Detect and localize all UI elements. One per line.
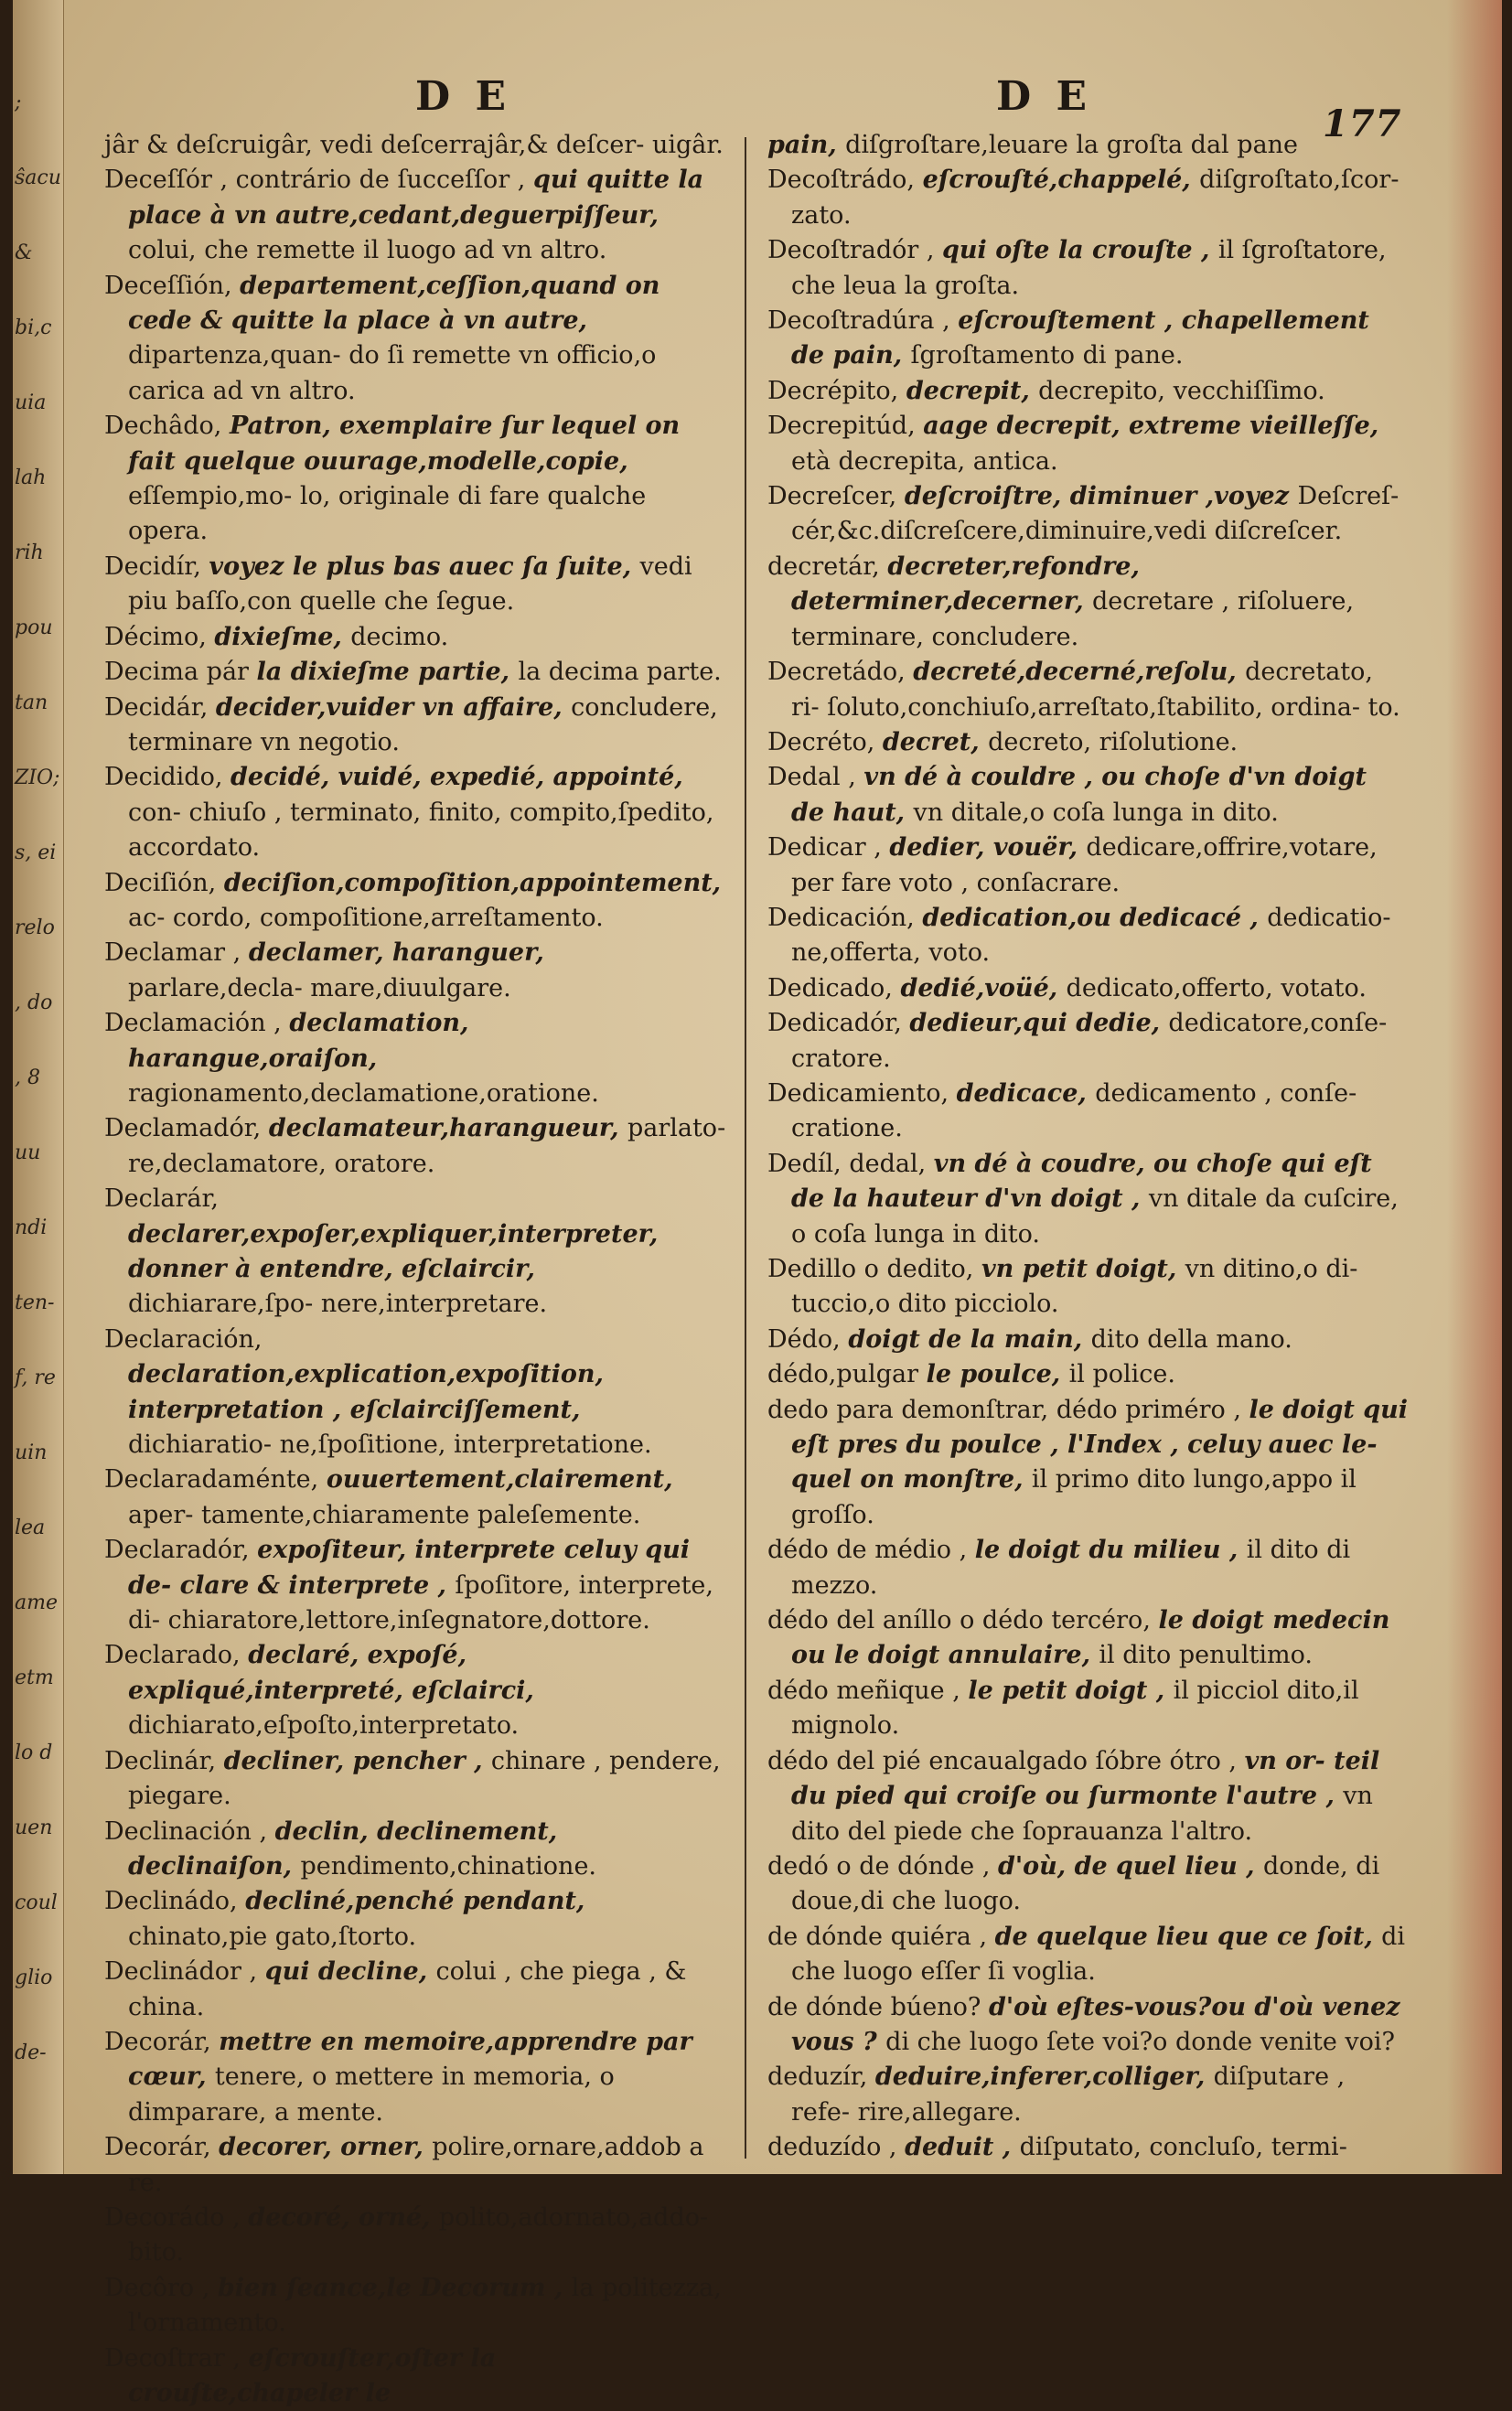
dictionary-entry [767, 2130, 1408, 2165]
entry-italian: ſpoſitore, interprete, di- chiaratore,lettore,inſegnatore,dottore. [128, 1570, 713, 1635]
entry-french: eſcrouſté,chappelé, [922, 166, 1200, 195]
margin-fragment: pou [15, 616, 53, 639]
entry-italian: diſputare , refe- rire,allegare. [791, 2063, 1346, 2127]
entry-lemma: Decorár, [104, 2133, 220, 2162]
entry-lemma: Declamadór, [104, 1114, 269, 1143]
entry-italian: dipartenza,quan- do ſi remette vn officio,o carica ad vn altro. [128, 341, 657, 405]
dictionary-entry [104, 1533, 726, 1638]
dictionary-entry [104, 655, 726, 690]
dictionary-entry [767, 1393, 1408, 1534]
entry-lemma: dédo del aníllo o dédo tercéro, [767, 1606, 1159, 1635]
entry-french: eſcrouſter,oſter la crouſte,chapeler le [128, 2343, 497, 2407]
entry-lemma: Declarado, [104, 1641, 249, 1670]
entry-italian: vn dito del piede che ſoprauanza l'altro. [791, 1782, 1373, 1846]
entry-italian: dichiarato,eſpoſto,interpretato. [128, 1711, 520, 1741]
entry-lemma: de dónde búeno? [767, 1992, 989, 2021]
entry-italian: dito della mano. [1090, 1324, 1292, 1354]
entry-french: d'où, de quel lieu , [998, 1851, 1263, 1881]
adjacent-page-margin [13, 0, 64, 2174]
dictionary-entry [767, 1252, 1408, 1323]
right-column [767, 128, 1408, 2166]
margin-fragment: f, re [15, 1366, 56, 1389]
entry-italian: il police. [1068, 1360, 1175, 1389]
entry-french: doigt de la main, [848, 1324, 1091, 1354]
dictionary-entry [104, 1182, 726, 1323]
entry-french: decorer, orner, [219, 2133, 433, 2162]
entry-french: qui quitte la place à vn autre,cedant,deguerpiſſeur, [128, 166, 704, 230]
entry-italian: chinare , pendere, piegare. [128, 1746, 721, 1811]
entry-italian: la politezza, l'ornamento. [128, 2273, 722, 2338]
entry-lemma: Decretádo, [767, 658, 914, 687]
dictionary-entry [767, 409, 1408, 479]
dictionary-entry [104, 1638, 726, 1743]
dictionary-entry [767, 1533, 1408, 1603]
dictionary-entry [767, 550, 1408, 655]
entry-french: le doigt qui eſt pres du poulce , l'Index , celuy auec le- quel on monſtre, [791, 1395, 1409, 1495]
entry-italian: concludere, terminare vn negotio. [128, 692, 718, 756]
margin-fragment: ZIO; [15, 766, 60, 789]
entry-lemma: dedó o de dónde , [767, 1851, 999, 1881]
entry-french: voyez le plus bas auec ſa ſuite, [209, 552, 640, 581]
entry-italian: aper- tamente,chiaramente paleſemente. [128, 1500, 641, 1529]
book-page [13, 0, 1502, 2407]
entry-lemma: Deceſſión, [104, 271, 241, 300]
entry-lemma: Decôro , [104, 2273, 218, 2302]
entry-italian: dedicare,offrire,votare, per fare voto , conſacrare. [791, 833, 1378, 897]
dictionary-entry [104, 1884, 726, 1955]
entry-lemma: Decoſtrar , [104, 2343, 249, 2373]
margin-fragment: relo [15, 916, 55, 939]
entry-french: departement,ceſſion,quand on cede & quitte la place à vn autre, [128, 271, 660, 336]
entry-lemma: Dedicado, [767, 973, 901, 1002]
entry-french: ouuertement,clairement, [326, 1465, 673, 1495]
entry-french: Patron, exemplaire ſur lequel on fait quelque ouurage,modelle,copie, [128, 412, 681, 476]
margin-fragment: de- [15, 2041, 47, 2064]
dictionary-entry [104, 1815, 726, 1885]
margin-fragment: ndi [15, 1216, 48, 1239]
margin-fragment: ame [15, 1591, 58, 1614]
entry-french: vn petit doigt, [981, 1255, 1185, 1283]
dictionary-entry [767, 1077, 1408, 1147]
dictionary-entry [767, 128, 1408, 163]
dictionary-entry [104, 2341, 726, 2411]
dictionary-entry [767, 830, 1408, 901]
margin-fragment: ten- [15, 1291, 55, 1314]
dictionary-entry [767, 163, 1408, 233]
entry-italian: decreto, riſolutione. [988, 727, 1239, 756]
dictionary-entry [767, 479, 1408, 550]
entry-lemma: Declinación , [104, 1816, 275, 1846]
entry-french: declaré, expoſé, expliqué,interpreté, eſclairci, [128, 1641, 534, 1705]
entry-italian: dedicatio- ne,offerta, voto. [791, 903, 1391, 968]
entry-french: deciſion,compoſition,appointement, [223, 868, 722, 897]
margin-fragment: rih [15, 541, 44, 564]
entry-french: bien ſeance,le Decorum , [217, 2273, 572, 2302]
entry-italian: vn ditale da cuſcire, o coſa lunga in dito. [791, 1184, 1399, 1248]
entry-french: vn dé à couldre , ou choſe d'vn doigt de haut, [791, 763, 1367, 827]
dictionary-entry [767, 1147, 1408, 1252]
entry-lemma: dédo,pulgar [767, 1360, 927, 1389]
margin-fragment: coul [15, 1891, 58, 1914]
entry-italian: il picciol dito,il mignolo. [791, 1676, 1359, 1741]
dictionary-entry [767, 901, 1408, 971]
entry-french: vn or- teil du pied qui croiſe ou ſurmonte l'autre , [791, 1746, 1380, 1811]
entry-italian: decimo. [350, 622, 449, 651]
entry-italian: con- chiuſo , terminato, finito, compito,ſpedito, accordato. [128, 798, 714, 863]
margin-fragment: & [15, 241, 33, 264]
entry-french: deduire,inferer,colliger, [874, 2063, 1214, 2092]
entry-italian: tenere, o mettere in memoria, o dimparare, a mente. [128, 2063, 615, 2127]
dictionary-entry [767, 1920, 1408, 1990]
entry-lemma: Dedillo o dedito, [767, 1255, 981, 1283]
entry-french: decoré, orné, [248, 2202, 439, 2232]
margin-fragment: glio [15, 1966, 53, 1989]
entry-italian: dedicamento , conſe- cratione. [791, 1078, 1357, 1143]
entry-lemma: Decoſtrádo, [767, 166, 923, 195]
entry-italian: il ſgroſtatore, che leua la groſta. [791, 236, 1387, 300]
entry-italian: di che luogo ſete voi?o donde venite voi? [885, 2027, 1396, 2056]
entry-italian: la decima parte. [518, 658, 722, 687]
dictionary-entry [767, 304, 1408, 374]
margin-fragment: s, ei [15, 841, 57, 864]
entry-lemma: Decréto, [767, 727, 883, 756]
dictionary-entry [104, 691, 726, 761]
entry-lemma: dédo de médio , [767, 1536, 975, 1565]
dictionary-entry [767, 1006, 1408, 1077]
entry-lemma: Declaradaménte, [104, 1465, 327, 1495]
entry-french: la dixieſme partie, [256, 658, 519, 687]
dictionary-entry [104, 409, 726, 550]
entry-lemma: Decima pár [104, 658, 257, 687]
dictionary-entry [767, 1357, 1408, 1392]
entry-lemma: Décimo, [104, 622, 215, 651]
column-divider [745, 137, 746, 2159]
dictionary-entry [104, 2025, 726, 2130]
entry-french: dedication,ou dedicacé , [922, 903, 1268, 932]
entry-lemma: Dedíl, dedal, [767, 1149, 934, 1178]
entry-french: le petit doigt , [968, 1676, 1174, 1705]
entry-lemma: Declinádo, [104, 1887, 246, 1916]
entry-french: declamation, harangue,oraiſon, [128, 1009, 469, 1073]
entry-french: decidé, vuidé, expedié, appointé, [231, 763, 683, 792]
entry-french: eſcrouſtement , chapellement de pain, [791, 306, 1369, 370]
entry-lemma: Declaradór, [104, 1536, 258, 1565]
margin-fragment: lea [15, 1516, 46, 1539]
entry-italian: dichiaratio- ne,ſpoſitione, interpretatione. [128, 1431, 652, 1460]
dictionary-entry [767, 1674, 1408, 1744]
entry-french: dedicace, [956, 1078, 1096, 1108]
entry-italian: vedi piu baſſo,con quelle che ſegue. [128, 552, 692, 616]
entry-italian: eſſempio,mo- lo, originale di fare qualche opera. [128, 482, 647, 546]
entry-italian: chinato,pie gato,ſtorto. [128, 1922, 417, 1951]
entry-italian: ragionamento,declamatione,oratione. [128, 1078, 599, 1108]
margin-fragment: , 8 [15, 1066, 40, 1089]
entry-lemma: Decorádo , [104, 2202, 249, 2232]
entry-italian: dedicatore,conſe- cratore. [791, 1009, 1388, 1073]
entry-french: qui oſte la crouſte , [942, 236, 1218, 265]
entry-lemma: Decrepitúd, [767, 412, 924, 441]
entry-lemma: Decoſtradúra , [767, 306, 959, 336]
entry-lemma: Dedicación, [767, 903, 923, 932]
entry-lemma: Declinádor , [104, 1957, 265, 1987]
margin-fragment: bi,c [15, 316, 52, 339]
entry-italian: il dito penultimo. [1099, 1641, 1313, 1670]
entry-french: declamer, haranguer, [248, 938, 544, 968]
entry-lemma: Dedal , [767, 763, 864, 792]
margin-fragment: lo d [15, 1741, 53, 1764]
dictionary-entry [104, 1955, 726, 2025]
entry-lemma: dedo para demonſtrar, dédo priméro , [767, 1395, 1249, 1424]
dictionary-entry [104, 269, 726, 410]
margin-fragment: tan [15, 691, 48, 714]
margin-fragment: , do [15, 991, 53, 1014]
entry-italian: decrepito, vecchiſſimo. [1038, 376, 1325, 405]
dictionary-entry [767, 1990, 1408, 2061]
margin-fragment: ; [15, 91, 22, 114]
dictionary-entry [104, 163, 726, 268]
dictionary-entry [767, 760, 1408, 830]
entry-italian: colui , che piega , & china. [128, 1957, 687, 2021]
entry-lemma: de dónde quiéra , [767, 1922, 995, 1951]
entry-french: declaration,explication,expoſition, interpretation , eſclairciſſement, [128, 1360, 604, 1424]
entry-italian: decretare , riſoluere, terminare, concludere. [791, 587, 1355, 651]
dictionary-entry [767, 1603, 1408, 1674]
dictionary-entry [104, 866, 726, 937]
entry-lemma: Deciſión, [104, 868, 224, 897]
entry-lemma: Decidár, [104, 692, 216, 722]
entry-french: decreté,decerné,reſolu, [913, 658, 1246, 687]
dictionary-entry [104, 936, 726, 1006]
entry-italian: donde, di doue,di che luogo. [791, 1851, 1380, 1916]
entry-french: deſcroiſtre, diminuer ,voyez [904, 482, 1298, 511]
entry-french: decliner, pencher , [223, 1746, 491, 1775]
entry-italian: diſgroſtare,leuare la groſta dal pane [845, 131, 1299, 159]
margin-fragment: ŝacu [15, 166, 61, 189]
page-number: 177 [1323, 102, 1402, 145]
dictionary-entry [767, 655, 1408, 725]
margin-fragment: etm [15, 1666, 54, 1689]
entry-lemma: Dedicadór, [767, 1009, 910, 1038]
dictionary-entry [104, 550, 726, 620]
entry-italian: vn ditale,o coſa lunga in dito. [913, 798, 1279, 827]
entry-lemma: jâr & deſcruigâr, vedi deſcerrajâr,& deſcer- uigâr. [104, 131, 724, 159]
entry-italian: diſputato, concluſo, termi- [1019, 2133, 1347, 2162]
left-column [104, 128, 726, 2411]
entry-french: le doigt du milieu , [974, 1536, 1247, 1565]
entry-italian: ſgroſtamento di pane. [910, 341, 1184, 370]
entry-french: dedieur,qui dedie, [909, 1009, 1169, 1038]
entry-french: decreter,refondre, determiner,decerner, [791, 552, 1140, 616]
dictionary-entry [104, 2271, 726, 2341]
dictionary-entry [104, 760, 726, 865]
entry-lemma: Decorár, [104, 2027, 220, 2056]
entry-lemma: dédo del pié encaualgado ſóbre ótro , [767, 1746, 1245, 1775]
entry-french: decrepit, [906, 376, 1039, 405]
entry-italian: parlato- re,declamatore, oratore. [128, 1114, 726, 1178]
entry-french: dixieſme, [214, 622, 351, 651]
entry-french: decret, [882, 727, 989, 756]
entry-italian: età decrepita, antica. [791, 446, 1058, 476]
left-column-header: D E [415, 73, 512, 120]
entry-italian: parlare,decla- mare,diuulgare. [128, 973, 511, 1002]
entry-french: le poulce, [926, 1360, 1069, 1389]
entry-italian: polito,adornato,addo- bito. [128, 2202, 709, 2267]
entry-italian: decretato, ri- ſoluto,conchiuſo,arreſtato,ſtabilito, ordina- to. [791, 658, 1400, 722]
margin-fragment: uia [15, 391, 47, 414]
entry-french: dedier, vouër, [889, 833, 1087, 863]
entry-french: dedié,voüé, [900, 973, 1067, 1002]
entry-lemma: Dedicar , [767, 833, 890, 863]
entry-lemma: Declarár, [104, 1184, 220, 1214]
dictionary-entry [104, 1463, 726, 1533]
entry-french: deduit , [905, 2133, 1020, 2162]
entry-lemma: Declamar , [104, 938, 249, 968]
dictionary-entry [767, 1744, 1408, 1849]
entry-french: de quelque lieu que ce ſoit, [994, 1922, 1382, 1951]
entry-french: aage decrepit, extreme vieilleſſe, [923, 412, 1379, 441]
entry-lemma: deduzír, [767, 2063, 875, 2092]
entry-french: le doigt medecin ou le doigt annulaire, [791, 1606, 1390, 1670]
entry-lemma: decretár, [767, 552, 888, 581]
entry-lemma: Dechâdo, [104, 412, 230, 441]
entry-italian: Deſcreſ- cér,&c.diſcreſcere,diminuire,vedi diſcreſcer. [791, 482, 1399, 546]
entry-italian: polire,ornare,addob a re. [128, 2133, 704, 2197]
entry-italian: pendimento,chinatione. [300, 1851, 597, 1881]
dictionary-entry [767, 374, 1408, 409]
entry-french: declarer,expoſer,expliquer,interpreter, donner à entendre, eſclaircir, [128, 1219, 659, 1283]
entry-lemma: Declinár, [104, 1746, 224, 1775]
entry-french: expoſiteur, interprete celuy qui de- clare & interprete , [128, 1536, 690, 1600]
entry-french: decider,vuider vn affaire, [215, 692, 572, 722]
entry-italian: dichiarare,ſpo- nere,interpretare. [128, 1290, 548, 1319]
entry-lemma: Dédo, [767, 1324, 849, 1354]
entry-french: d'où eſtes-vous?ou d'où venez vous ? [791, 1992, 1400, 2056]
entry-lemma: Decoſtradór , [767, 236, 943, 265]
entry-french: decliné,penché pendant, [245, 1887, 585, 1916]
dictionary-entry [767, 1323, 1408, 1357]
dictionary-entry [104, 1744, 726, 1815]
entry-lemma: Declaración, [104, 1324, 263, 1354]
dictionary-entry [104, 2201, 726, 2271]
entry-french: qui decline, [264, 1957, 436, 1987]
dictionary-entry [104, 1111, 726, 1182]
margin-fragment: uen [15, 1816, 53, 1839]
entry-lemma: deduzído , [767, 2133, 906, 2162]
entry-french: mettre en memoire,apprendre par cœur, [128, 2027, 692, 2092]
dictionary-entry [104, 1323, 726, 1463]
margin-fragment: lah [15, 466, 47, 489]
entry-lemma: Decidír, [104, 552, 209, 581]
entry-italian: colui, che remette il luogo ad vn altro. [128, 236, 607, 265]
entry-lemma: Declamación , [104, 1009, 290, 1038]
entry-italian: dedicato,offerto, votato. [1066, 973, 1367, 1002]
entry-italian: il primo dito lungo,appo il groſſo. [791, 1465, 1357, 1529]
entry-lemma: Decrépito, [767, 376, 906, 405]
dictionary-entry [104, 128, 726, 163]
entry-italian: il dito di mezzo. [791, 1536, 1351, 1600]
entry-french: pain, [767, 131, 846, 159]
entry-italian: diſgroſtato,ſcor- zato. [791, 166, 1399, 230]
margin-fragment: uin [15, 1441, 48, 1464]
entry-french: declin, declinement, declinaiſon, [128, 1816, 558, 1881]
dictionary-entry [104, 620, 726, 655]
entry-lemma: Deceſſór , contrário de ſucceſſor , [104, 166, 533, 195]
entry-french: declamateur,harangueur, [268, 1114, 627, 1143]
dictionary-entry [767, 233, 1408, 304]
entry-lemma: Decreſcer, [767, 482, 905, 511]
right-column-header: D E [996, 73, 1093, 120]
entry-lemma: Dedicamiento, [767, 1078, 957, 1108]
dictionary-entry [104, 1006, 726, 1111]
dictionary-entry [104, 2130, 726, 2201]
dictionary-entry [767, 725, 1408, 760]
dictionary-entry [767, 2060, 1408, 2130]
entry-italian: vn ditino,o di- tuccio,o dito picciolo. [791, 1255, 1358, 1319]
entry-french: vn dé à coudre, ou choſe qui eſt de la hauteur d'vn doigt , [791, 1149, 1372, 1214]
entry-italian: ac- cordo, compoſitione,arreſtamento. [128, 903, 604, 932]
dictionary-entry [767, 971, 1408, 1006]
entry-lemma: Decidido, [104, 763, 231, 792]
dictionary-entry [767, 1849, 1408, 1920]
entry-lemma: dédo meñique , [767, 1676, 969, 1705]
margin-fragment: uu [15, 1141, 41, 1164]
entry-italian: di che luogo eſſer ſi voglia. [791, 1922, 1406, 1987]
